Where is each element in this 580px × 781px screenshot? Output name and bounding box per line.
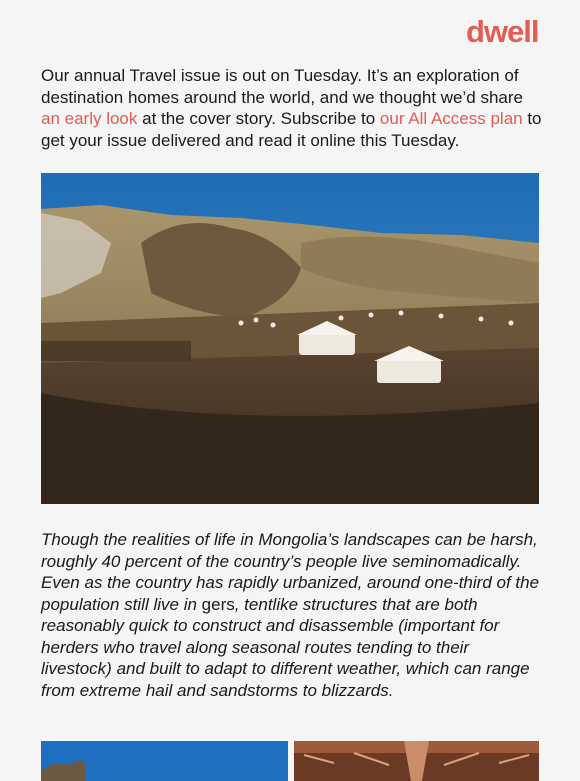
corral — [41, 341, 191, 361]
thumbnail-ger-interior[interactable] — [294, 741, 539, 781]
thumbnail-landscape[interactable] — [41, 741, 288, 781]
sheep — [399, 311, 404, 316]
sheep — [254, 318, 259, 323]
sheep — [479, 317, 484, 322]
sheep — [339, 316, 344, 321]
logo-text: dwell — [466, 14, 539, 49]
hero-image[interactable] — [41, 173, 539, 504]
intro-paragraph — [41, 65, 546, 151]
sheep — [509, 321, 514, 326]
ger-2 — [377, 359, 441, 383]
intro-text-1: Our annual Travel issue is out on Tuesday. It’s an exploration of destination homes around the world, and we thought we’d share — [41, 66, 523, 107]
sheep — [439, 314, 444, 319]
sheep — [369, 313, 374, 318]
sheep — [239, 321, 244, 326]
caption-text-1: Though the realities of life in Mongolia’s landscapes can be harsh, roughly 40 percent of the country’s people live seminomadically. Even as the country has rapidly urbanized, around one-third of the population still live in — [41, 530, 540, 614]
early-look-link[interactable]: an early look — [41, 109, 138, 128]
intro-text-3: to get your issue delivered and read it online this Tuesday. — [41, 109, 542, 150]
all-access-plan-link[interactable]: our All Access plan — [379, 109, 523, 128]
dwell-logo[interactable] — [466, 14, 539, 50]
intro-text-2: at the cover story. Subscribe to — [137, 109, 380, 128]
photo-caption — [41, 529, 541, 701]
sheep — [271, 323, 276, 328]
ger-1 — [299, 333, 355, 355]
caption-text-2: , tentlike structures that are both reasonably quick to construct and disassemble (important for herders who travel along seasonal routes tending to their livestock) and built to adapt to different weather, which can range from extreme hail and sandstorms to blizzards. — [41, 594, 530, 700]
caption-term-gers: gers — [201, 594, 235, 614]
